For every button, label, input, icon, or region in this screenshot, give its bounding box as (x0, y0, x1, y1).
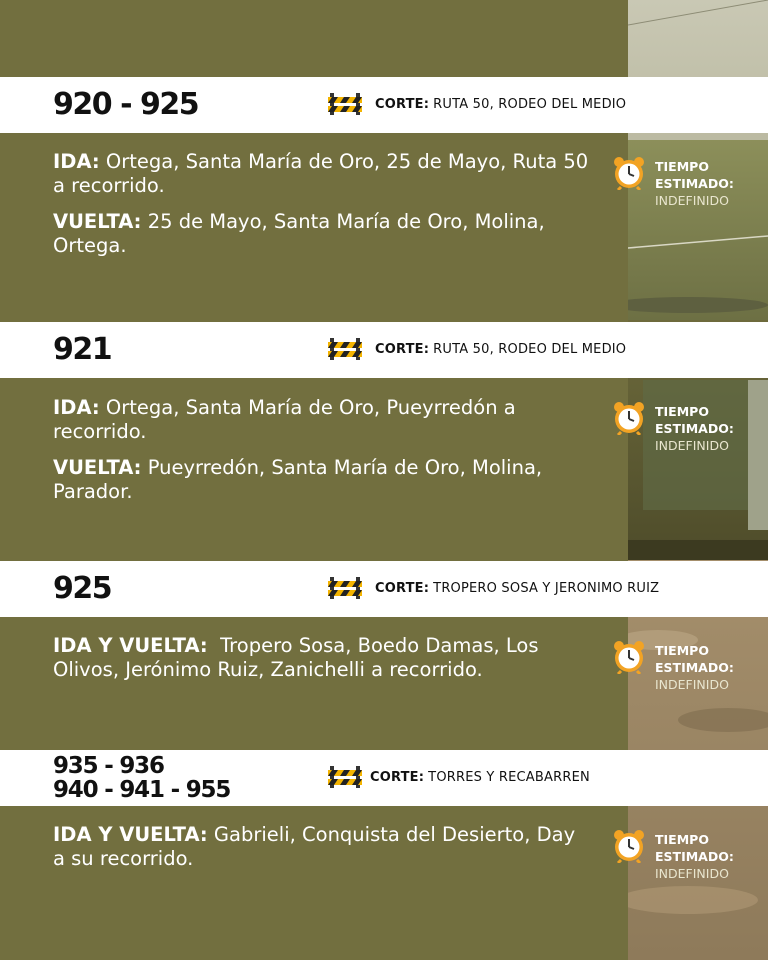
route-number-line1: 935 - 936 (53, 753, 164, 779)
alarm-clock-icon (612, 156, 646, 190)
corte-location: RUTA 50, RODEO DEL MEDIO (433, 96, 627, 112)
background-photo-strip (628, 0, 768, 960)
ida-vuelta-label: IDA Y VUELTA: (53, 823, 208, 846)
ida-vuelta-route: Tropero Sosa, Boedo Damas, Los Olivos, Jerónimo Ruiz, Zanichelli a recorrido. (53, 634, 539, 681)
corte-info (328, 766, 590, 788)
road-barrier-icon (328, 577, 362, 599)
route-info-text (53, 823, 593, 883)
vuelta-route: Pueyrredón, Santa María de Oro, Molina, Parador. (53, 456, 543, 503)
corte-location: RUTA 50, RODEO DEL MEDIO (433, 341, 627, 357)
road-barrier-icon (328, 93, 362, 115)
route-number-line2: 940 - 941 - 955 (53, 777, 231, 804)
route-number (53, 754, 230, 802)
route-header-band (0, 77, 768, 133)
road-barrier-icon (328, 338, 362, 360)
top-olive-panel (0, 0, 628, 77)
tiempo-label: TIEMPO (655, 404, 709, 419)
corte-label: CORTE: (370, 769, 425, 785)
ida-vuelta-label: IDA Y VUELTA: (53, 634, 208, 657)
tiempo-label: TIEMPO (655, 832, 709, 847)
alarm-clock-icon (612, 829, 646, 863)
estimado-label: ESTIMADO: (655, 421, 734, 436)
corte-label: CORTE: (375, 580, 430, 596)
ida-label: IDA: (53, 396, 100, 419)
ida-label: IDA: (53, 150, 100, 173)
estimado-label: ESTIMADO: (655, 849, 734, 864)
route-info-text (53, 396, 593, 516)
tiempo-estimado (612, 642, 734, 693)
tiempo-estimado (612, 403, 734, 454)
vuelta-route: 25 de Mayo, Santa María de Oro, Molina, Ortega. (53, 210, 545, 257)
corte-location: TORRES Y RECABARREN (428, 769, 590, 785)
alarm-clock-icon (612, 640, 646, 674)
route-number: 925 (53, 571, 112, 606)
corte-info (328, 577, 659, 599)
tiempo-label: TIEMPO (655, 159, 709, 174)
route-info-text (53, 150, 593, 270)
vuelta-label: VUELTA: (53, 456, 142, 479)
ida-vuelta-route: Gabrieli, Conquista del Desierto, Day a su recorrido. (53, 823, 576, 870)
route-header-band (0, 750, 768, 806)
tiempo-value: INDEFINIDO (655, 193, 729, 208)
corte-info (328, 338, 626, 360)
estimado-label: ESTIMADO: (655, 660, 734, 675)
alarm-clock-icon (612, 401, 646, 435)
estimado-label: ESTIMADO: (655, 176, 734, 191)
route-header-band (0, 322, 768, 378)
tiempo-estimado (612, 831, 734, 882)
tiempo-estimado (612, 158, 734, 209)
corte-info (328, 93, 626, 115)
route-info-text (53, 634, 593, 694)
ida-route: Ortega, Santa María de Oro, 25 de Mayo, Ruta 50 a recorrido. (53, 150, 589, 197)
corte-label: CORTE: (375, 96, 430, 112)
corte-location: TROPERO SOSA Y JERONIMO RUIZ (433, 580, 660, 596)
route-number: 920 - 925 (53, 87, 199, 122)
tiempo-value: INDEFINIDO (655, 866, 729, 881)
corte-label: CORTE: (375, 341, 430, 357)
vuelta-label: VUELTA: (53, 210, 142, 233)
route-number: 921 (53, 332, 112, 367)
tiempo-value: INDEFINIDO (655, 438, 729, 453)
road-barrier-icon (328, 766, 362, 788)
tiempo-value: INDEFINIDO (655, 677, 729, 692)
ida-route: Ortega, Santa María de Oro, Pueyrredón a recorrido. (53, 396, 516, 443)
tiempo-label: TIEMPO (655, 643, 709, 658)
route-header-band (0, 561, 768, 617)
